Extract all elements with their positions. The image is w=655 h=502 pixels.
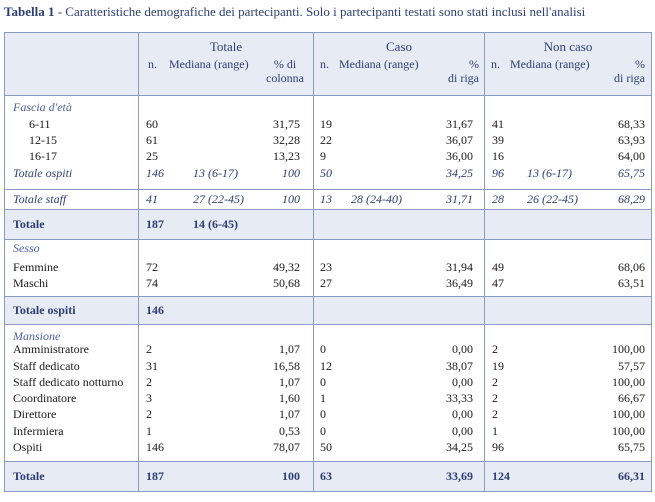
header-pct-row-line1: % xyxy=(469,57,479,71)
row-label: Direttore xyxy=(13,407,57,421)
table-cell: 0 xyxy=(320,375,326,389)
row-divider xyxy=(5,189,651,190)
row-divider xyxy=(5,239,651,240)
table-cell: 27 xyxy=(320,276,332,290)
row-label: Totale staff xyxy=(13,192,67,206)
table-cell: 23 xyxy=(320,260,332,274)
header-median: Mediana (range) xyxy=(510,57,590,71)
table-cell: 68,33 xyxy=(618,117,645,131)
table-cell: 0 xyxy=(320,407,326,421)
table-cell: 41 xyxy=(492,117,504,131)
table-cell: 2 xyxy=(492,342,498,356)
row-label: 12-15 xyxy=(29,133,57,147)
table-cell: 16,58 xyxy=(273,359,300,373)
table-cell: 28 (24-40) xyxy=(351,192,402,206)
row-label: 6-11 xyxy=(29,117,51,131)
table-cell: 2 xyxy=(146,407,152,421)
col-divider xyxy=(138,33,139,491)
row-label: 16-17 xyxy=(29,149,57,163)
totale-band-1 xyxy=(5,209,651,239)
table-cell: 124 xyxy=(492,469,510,483)
row-label: Infermiera xyxy=(13,424,64,438)
table-cell: 1 xyxy=(320,391,326,405)
table-cell: 34,25 xyxy=(446,166,473,180)
table-cell: 100,00 xyxy=(612,375,645,389)
row-divider xyxy=(5,95,651,96)
table-cell: 31,67 xyxy=(446,117,473,131)
section-label-role: Mansione xyxy=(13,329,61,343)
row-divider xyxy=(5,209,651,210)
caption-label: Tabella 1 xyxy=(4,4,55,19)
table-cell: 100 xyxy=(282,166,300,180)
row-label: Totale ospiti xyxy=(13,303,76,317)
table-cell: 47 xyxy=(492,276,504,290)
col-divider xyxy=(484,33,485,491)
table-cell: 50,68 xyxy=(273,276,300,290)
row-label: Totale xyxy=(13,469,45,483)
table-cell: 100 xyxy=(282,192,300,206)
table-cell: 74 xyxy=(146,276,158,290)
table-cell: 96 xyxy=(492,440,504,454)
row-label: Totale ospiti xyxy=(13,166,73,180)
table-cell: 39 xyxy=(492,133,504,147)
section-label-age: Fascia d'età xyxy=(13,100,72,114)
header-n: n. xyxy=(491,57,500,71)
table-cell: 13 (6-17) xyxy=(193,166,238,180)
group-header-caso: Caso xyxy=(386,39,412,54)
table-cell: 19 xyxy=(320,117,332,131)
table-cell: 0,00 xyxy=(452,424,473,438)
table-cell: 50 xyxy=(320,166,332,180)
row-label: Staff dedicato notturno xyxy=(13,375,124,389)
table-cell: 146 xyxy=(146,303,164,317)
row-divider xyxy=(5,296,651,297)
table-cell: 0 xyxy=(320,342,326,356)
table-cell: 49,32 xyxy=(273,260,300,274)
table-cell: 100,00 xyxy=(612,424,645,438)
table-cell: 1,07 xyxy=(279,375,300,389)
header-n: n. xyxy=(320,57,329,71)
table-cell: 36,07 xyxy=(446,133,473,147)
header-n: n. xyxy=(148,57,157,71)
table-cell: 100,00 xyxy=(612,407,645,421)
table-cell: 2 xyxy=(146,342,152,356)
table-cell: 0,00 xyxy=(452,407,473,421)
table-cell: 13,23 xyxy=(273,149,300,163)
table-cell: 1,07 xyxy=(279,407,300,421)
header-median: Mediana (range) xyxy=(169,57,249,71)
table-cell: 41 xyxy=(146,192,158,206)
table-cell: 31,75 xyxy=(273,117,300,131)
row-label: Amministratore xyxy=(13,342,89,356)
table-cell: 66,67 xyxy=(618,391,645,405)
table-cell: 60 xyxy=(146,117,158,131)
table-cell: 66,31 xyxy=(618,469,645,483)
table-cell: 34,25 xyxy=(446,440,473,454)
header-pct-row xyxy=(425,57,479,85)
row-label: Ospiti xyxy=(13,440,43,454)
table-cell: 64,00 xyxy=(618,149,645,163)
table-cell: 36,49 xyxy=(446,276,473,290)
table-cell: 0,53 xyxy=(279,424,300,438)
table-cell: 14 (6-45) xyxy=(193,217,238,231)
table-cell: 2 xyxy=(492,407,498,421)
table-cell: 187 xyxy=(146,469,164,483)
row-divider xyxy=(5,324,651,325)
caption-text: - Caratteristiche demografiche dei partecipanti. Solo i partecipanti testati sono stati inclusi nell'analisi xyxy=(54,4,586,19)
table-cell: 33,33 xyxy=(446,391,473,405)
row-label: Totale xyxy=(13,217,45,231)
table-cell: 16 xyxy=(492,149,504,163)
table-cell: 13 xyxy=(320,192,332,206)
table-cell: 96 xyxy=(492,166,504,180)
row-label: Maschi xyxy=(13,276,49,290)
table-cell: 31 xyxy=(146,359,158,373)
totale-ospiti-band xyxy=(5,296,651,324)
row-label: Coordinatore xyxy=(13,391,77,405)
table-cell: 63,93 xyxy=(618,133,645,147)
table-cell: 1,07 xyxy=(279,342,300,356)
table-cell: 31,94 xyxy=(446,260,473,274)
header-pct-row-line1: % xyxy=(635,57,645,71)
table-cell: 2 xyxy=(492,391,498,405)
table-caption xyxy=(4,4,585,20)
table-cell: 2 xyxy=(146,375,152,389)
group-header-non-caso: Non caso xyxy=(543,39,593,54)
table-cell: 100 xyxy=(282,469,300,483)
table-cell: 31,71 xyxy=(446,192,473,206)
table-cell: 1,60 xyxy=(279,391,300,405)
header-pct-col-line1: % di xyxy=(273,57,297,71)
table-cell: 187 xyxy=(146,217,164,231)
table-cell: 49 xyxy=(492,260,504,274)
table-cell: 27 (22-45) xyxy=(193,192,244,206)
header-pct-col xyxy=(260,57,310,85)
row-label: Staff dedicato xyxy=(13,359,80,373)
group-header-totale: Totale xyxy=(209,39,243,54)
table-cell: 63 xyxy=(320,469,332,483)
table-cell: 78,07 xyxy=(273,440,300,454)
table-cell: 13 (6-17) xyxy=(527,166,572,180)
table-cell: 65,75 xyxy=(618,166,645,180)
table-cell: 25 xyxy=(146,149,158,163)
table-cell: 50 xyxy=(320,440,332,454)
table-cell: 0,00 xyxy=(452,375,473,389)
table-cell: 22 xyxy=(320,133,332,147)
table-cell: 28 xyxy=(492,192,504,206)
table-cell: 1 xyxy=(492,424,498,438)
table-cell: 33,69 xyxy=(446,469,473,483)
table-cell: 61 xyxy=(146,133,158,147)
header-median: Mediana (range) xyxy=(339,57,419,71)
table-cell: 36,00 xyxy=(446,149,473,163)
row-label: Femmine xyxy=(13,260,59,274)
col-divider xyxy=(313,33,314,491)
table-cell: 19 xyxy=(492,359,504,373)
header-pct-col-line2: colonna xyxy=(266,71,304,85)
table-cell: 3 xyxy=(146,391,152,405)
header-pct-row-line2: di riga xyxy=(448,71,479,85)
table-cell: 2 xyxy=(492,375,498,389)
table-cell: 9 xyxy=(320,149,326,163)
table-cell: 38,07 xyxy=(446,359,473,373)
table-cell: 0,00 xyxy=(452,342,473,356)
table-cell: 57,57 xyxy=(618,359,645,373)
demographics-table xyxy=(4,32,652,492)
table-cell: 0 xyxy=(320,424,326,438)
table-cell: 146 xyxy=(146,440,164,454)
table-cell: 146 xyxy=(146,166,164,180)
table-cell: 63,51 xyxy=(618,276,645,290)
header-pct-row-line2: di riga xyxy=(614,71,645,85)
table-cell: 12 xyxy=(320,359,332,373)
row-divider xyxy=(5,461,651,462)
table-cell: 1 xyxy=(146,424,152,438)
table-cell: 68,06 xyxy=(618,260,645,274)
section-label-sex: Sesso xyxy=(13,241,40,255)
table-cell: 68,29 xyxy=(618,192,645,206)
table-cell: 72 xyxy=(146,260,158,274)
table-cell: 26 (22-45) xyxy=(527,192,578,206)
header-pct-row xyxy=(589,57,645,85)
table-cell: 100,00 xyxy=(612,342,645,356)
table-cell: 65,75 xyxy=(618,440,645,454)
table-cell: 32,28 xyxy=(273,133,300,147)
